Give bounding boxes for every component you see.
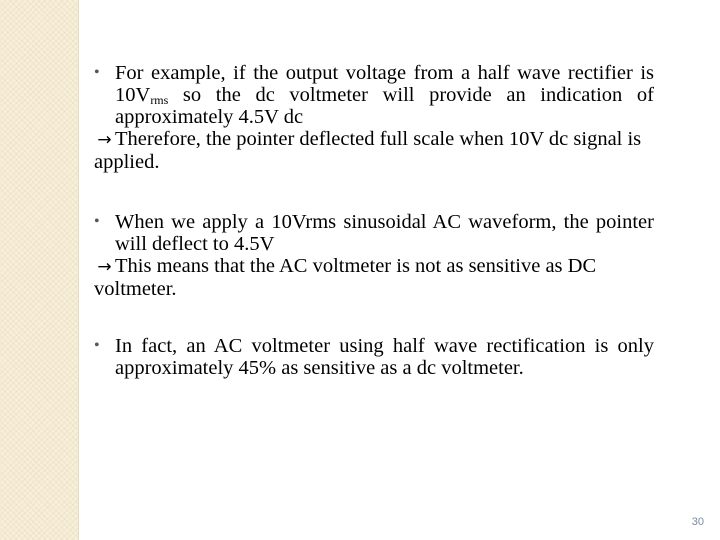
bullet-item-1 bbox=[94, 62, 654, 128]
sub-point-1-text: Therefore, the pointer deflected full scale when 10V dc signal is applied. bbox=[94, 128, 642, 173]
bullet-1-text-start: For example, if the output voltage from a half wave rectifier is 10V bbox=[115, 62, 654, 106]
right-arrow-icon: → bbox=[97, 257, 112, 277]
bullet-icon: • bbox=[94, 213, 100, 230]
page-number: 30 bbox=[691, 516, 704, 528]
sub-point-2-text: This means that the AC voltmeter is not as sensitive as DC voltmeter. bbox=[94, 255, 597, 300]
sub-point-2 bbox=[94, 255, 654, 300]
bullet-icon: • bbox=[94, 64, 100, 81]
sub-point-1 bbox=[94, 128, 654, 173]
right-arrow-icon: → bbox=[97, 130, 112, 150]
rms-subscript: rms bbox=[150, 93, 169, 107]
bullet-icon: • bbox=[94, 337, 100, 354]
decorative-side-band bbox=[0, 0, 78, 540]
side-band-divider bbox=[78, 0, 79, 540]
bullet-1-text-end: so the dc voltmeter will provide an indication of approximately 4.5V dc bbox=[115, 84, 654, 128]
bullet-item-3 bbox=[94, 335, 654, 379]
slide-body bbox=[94, 62, 654, 379]
bullet-2-text: When we apply a 10Vrms sinusoidal AC waveform, the pointer will deflect to 4.5V bbox=[115, 211, 654, 255]
bullet-3-text: In fact, an AC voltmeter using half wave rectification is only approximately 45% as sensitive as a dc voltmeter. bbox=[115, 335, 654, 379]
bullet-item-2 bbox=[94, 211, 654, 255]
